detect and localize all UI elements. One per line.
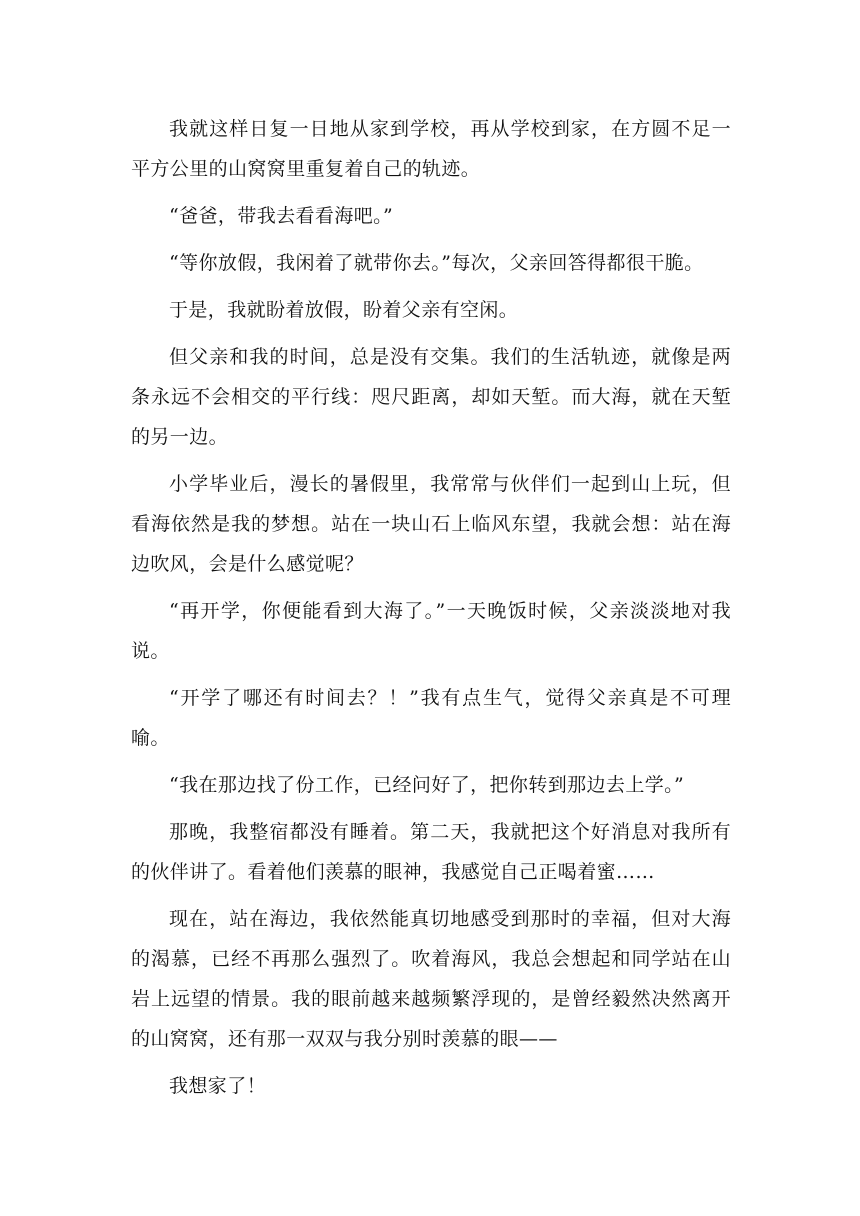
paragraph-4: 于是，我就盼着放假，盼着父亲有空闲。 [169, 299, 519, 321]
paragraph-3: “等你放假，我闲着了就带你去。”每次，父亲回答得都很干脆。 [169, 252, 704, 274]
paragraph-2: “爸爸，带我去看看海吧。” [169, 205, 394, 227]
paragraph-5: 但父亲和我的时间，总是没有交集。我们的生活轨迹，就像是两条永远不会相交的平行线：咫尺距离，却如天堑。而大海，就在天堑的另一边。 [131, 346, 731, 448]
paragraph-7: “再开学，你便能看到大海了。”一天晚饭时候，父亲淡淡地对我说。 [131, 600, 731, 662]
document-body [131, 109, 731, 1113]
paragraph-8: “开学了哪还有时间去？！”我有点生气，觉得父亲真是不可理喻。 [131, 687, 731, 749]
paragraph-12: 我想家了！ [169, 1075, 267, 1097]
paragraph-6: 小学毕业后，漫长的暑假里，我常常与伙伴们一起到山上玩，但看海依然是我的梦想。站在一块山石上临风东望，我就会想：站在海边吹风，会是什么感觉呢？ [131, 473, 731, 575]
paragraph-1: 我就这样日复一日地从家到学校，再从学校到家，在方圆不足一平方公里的山窝窝里重复着自己的轨迹。 [131, 118, 731, 180]
paragraph-10: 那晚，我整宿都没有睡着。第二天，我就把这个好消息对我所有的伙伴讲了。看着他们羡慕的眼神，我感觉自己正喝着蜜…… [131, 821, 731, 883]
paragraph-9: “我在那边找了份工作，已经问好了，把你转到那边去上学。” [169, 774, 685, 796]
paragraph-11: 现在，站在海边，我依然能真切地感受到那时的幸福，但对大海的渴慕，已经不再那么强烈了。吹着海风，我总会想起和同学站在山岩上远望的情景。我的眼前越来越频繁浮现的，是曾经毅然决然离开的山窝窝，还有那一双双与我分别时羡慕的眼—— [131, 908, 731, 1050]
